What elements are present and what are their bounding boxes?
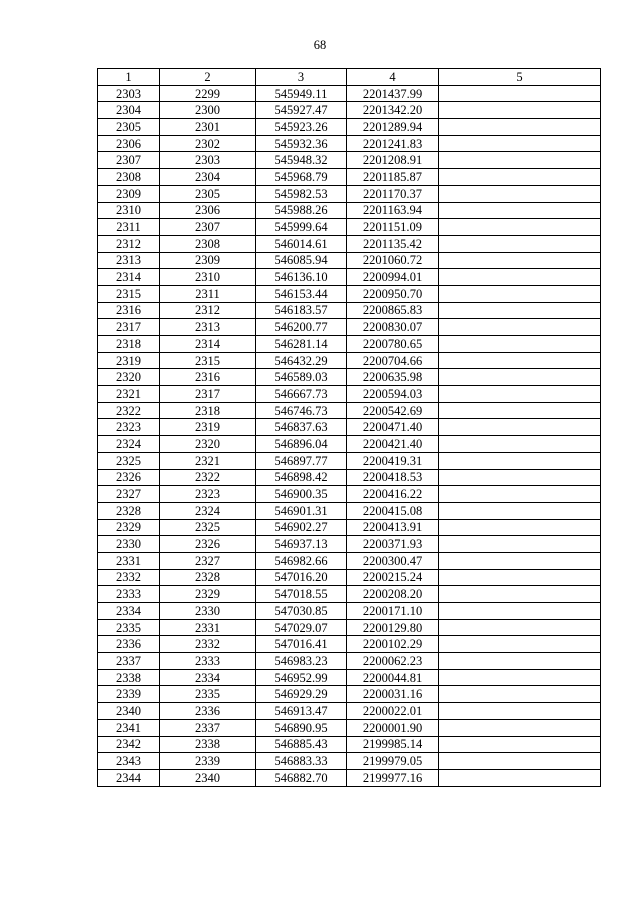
table-cell-col-4: 2200994.01 <box>347 269 439 286</box>
table-cell-col-5 <box>439 703 601 720</box>
table-cell-col-3: 546183.57 <box>256 302 347 319</box>
table-cell-col-3: 546890.95 <box>256 719 347 736</box>
table-cell-col-1: 2314 <box>98 269 160 286</box>
table-cell-col-2: 2307 <box>160 219 256 236</box>
table-cell-col-4: 2200830.07 <box>347 319 439 336</box>
table-row <box>98 252 601 269</box>
table-cell-col-2: 2314 <box>160 336 256 353</box>
table-cell-col-3: 546900.35 <box>256 486 347 503</box>
column-header-2: 2 <box>160 69 256 86</box>
table-cell-col-5 <box>439 235 601 252</box>
table-cell-col-4: 2200371.93 <box>347 536 439 553</box>
table-cell-col-2: 2340 <box>160 769 256 786</box>
table-cell-col-3: 546200.77 <box>256 319 347 336</box>
table-cell-col-4: 2201342.20 <box>347 102 439 119</box>
table-cell-col-2: 2313 <box>160 319 256 336</box>
table-cell-col-1: 2323 <box>98 419 160 436</box>
table-cell-col-1: 2344 <box>98 769 160 786</box>
table-cell-col-5 <box>439 653 601 670</box>
table-cell-col-3: 546014.61 <box>256 235 347 252</box>
table-cell-col-1: 2321 <box>98 386 160 403</box>
table-cell-col-5 <box>439 753 601 770</box>
table-cell-col-5 <box>439 502 601 519</box>
table-row <box>98 636 601 653</box>
table-row <box>98 536 601 553</box>
table-cell-col-1: 2331 <box>98 552 160 569</box>
table-cell-col-3: 546837.63 <box>256 419 347 436</box>
page-number: 68 <box>313 38 327 52</box>
table-cell-col-3: 546982.66 <box>256 552 347 569</box>
table-cell-col-3: 545999.64 <box>256 219 347 236</box>
table-cell-col-1: 2325 <box>98 452 160 469</box>
table-cell-col-3: 546432.29 <box>256 352 347 369</box>
table-cell-col-1: 2343 <box>98 753 160 770</box>
table-cell-col-4: 2200865.83 <box>347 302 439 319</box>
table-cell-col-3: 545982.53 <box>256 185 347 202</box>
table-row <box>98 369 601 386</box>
table-cell-col-5 <box>439 302 601 319</box>
table-cell-col-2: 2322 <box>160 469 256 486</box>
table-cell-col-4: 2200129.80 <box>347 619 439 636</box>
table-row <box>98 603 601 620</box>
table-cell-col-4: 2201241.83 <box>347 135 439 152</box>
table-cell-col-4: 2200022.01 <box>347 703 439 720</box>
table-row <box>98 135 601 152</box>
table-cell-col-4: 2199979.05 <box>347 753 439 770</box>
table-cell-col-3: 547030.85 <box>256 603 347 620</box>
table-cell-col-3: 546589.03 <box>256 369 347 386</box>
table-cell-col-3: 547016.20 <box>256 569 347 586</box>
table-cell-col-3: 546901.31 <box>256 502 347 519</box>
table-cell-col-2: 2306 <box>160 202 256 219</box>
table-cell-col-1: 2341 <box>98 719 160 736</box>
table-cell-col-4: 2200413.91 <box>347 519 439 536</box>
table-cell-col-5 <box>439 486 601 503</box>
table-cell-col-4: 2200950.70 <box>347 285 439 302</box>
table-cell-col-5 <box>439 285 601 302</box>
table-cell-col-3: 545927.47 <box>256 102 347 119</box>
table-cell-col-4: 2200780.65 <box>347 336 439 353</box>
table-cell-col-4: 2200421.40 <box>347 436 439 453</box>
table-cell-col-5 <box>439 336 601 353</box>
table-cell-col-3: 546937.13 <box>256 536 347 553</box>
table-cell-col-4: 2200062.23 <box>347 653 439 670</box>
table-row <box>98 202 601 219</box>
table-cell-col-3: 545948.32 <box>256 152 347 169</box>
table-cell-col-5 <box>439 452 601 469</box>
table-cell-col-1: 2338 <box>98 669 160 686</box>
table-cell-col-3: 546667.73 <box>256 386 347 403</box>
table-cell-col-1: 2310 <box>98 202 160 219</box>
table-cell-col-2: 2303 <box>160 152 256 169</box>
table-row <box>98 719 601 736</box>
column-header-5: 5 <box>439 69 601 86</box>
table-row <box>98 419 601 436</box>
table-cell-col-4: 2200704.66 <box>347 352 439 369</box>
table-row <box>98 569 601 586</box>
table-cell-col-2: 2339 <box>160 753 256 770</box>
table-cell-col-4: 2200415.08 <box>347 502 439 519</box>
table-row <box>98 753 601 770</box>
table-cell-col-5 <box>439 402 601 419</box>
table-row <box>98 736 601 753</box>
table-cell-col-2: 2300 <box>160 102 256 119</box>
table-cell-col-2: 2302 <box>160 135 256 152</box>
table-cell-col-4: 2201151.09 <box>347 219 439 236</box>
table-cell-col-3: 546897.77 <box>256 452 347 469</box>
table-cell-col-4: 2200215.24 <box>347 569 439 586</box>
table-cell-col-1: 2318 <box>98 336 160 353</box>
table-cell-col-2: 2301 <box>160 119 256 136</box>
table-cell-col-2: 2323 <box>160 486 256 503</box>
table-row <box>98 102 601 119</box>
table-cell-col-4: 2200416.22 <box>347 486 439 503</box>
coordinates-table <box>97 68 601 787</box>
table-cell-col-1: 2329 <box>98 519 160 536</box>
table-cell-col-4: 2200044.81 <box>347 669 439 686</box>
table-cell-col-5 <box>439 719 601 736</box>
table-cell-col-2: 2309 <box>160 252 256 269</box>
table-row <box>98 319 601 336</box>
table-cell-col-5 <box>439 169 601 186</box>
table-cell-col-5 <box>439 219 601 236</box>
table-cell-col-3: 546882.70 <box>256 769 347 786</box>
table-cell-col-3: 546885.43 <box>256 736 347 753</box>
table-row <box>98 469 601 486</box>
table-cell-col-2: 2315 <box>160 352 256 369</box>
table-cell-col-5 <box>439 536 601 553</box>
table-row <box>98 436 601 453</box>
table-cell-col-2: 2312 <box>160 302 256 319</box>
column-header-4: 4 <box>347 69 439 86</box>
table-cell-col-5 <box>439 619 601 636</box>
table-row <box>98 402 601 419</box>
table-cell-col-4: 2201135.42 <box>347 235 439 252</box>
table-cell-col-1: 2336 <box>98 636 160 653</box>
table-cell-col-5 <box>439 152 601 169</box>
table-cell-col-1: 2334 <box>98 603 160 620</box>
table-cell-col-4: 2201437.99 <box>347 85 439 102</box>
table-cell-col-3: 546136.10 <box>256 269 347 286</box>
table-row <box>98 219 601 236</box>
table-cell-col-2: 2333 <box>160 653 256 670</box>
table-cell-col-1: 2312 <box>98 235 160 252</box>
table-cell-col-4: 2200471.40 <box>347 419 439 436</box>
table-cell-col-5 <box>439 352 601 369</box>
table-cell-col-3: 546898.42 <box>256 469 347 486</box>
table-cell-col-5 <box>439 85 601 102</box>
table-cell-col-2: 2310 <box>160 269 256 286</box>
column-header-3: 3 <box>256 69 347 86</box>
table-row <box>98 119 601 136</box>
table-cell-col-3: 546153.44 <box>256 285 347 302</box>
table-cell-col-5 <box>439 369 601 386</box>
table-cell-col-2: 2332 <box>160 636 256 653</box>
table-row <box>98 703 601 720</box>
table-cell-col-1: 2317 <box>98 319 160 336</box>
table-row <box>98 285 601 302</box>
table-cell-col-1: 2327 <box>98 486 160 503</box>
table-cell-col-5 <box>439 269 601 286</box>
table-cell-col-2: 2304 <box>160 169 256 186</box>
table-cell-col-1: 2324 <box>98 436 160 453</box>
table-cell-col-5 <box>439 603 601 620</box>
table-cell-col-1: 2332 <box>98 569 160 586</box>
table-cell-col-4: 2200594.03 <box>347 386 439 403</box>
table-cell-col-4: 2200635.98 <box>347 369 439 386</box>
table-body <box>98 85 601 786</box>
table-cell-col-5 <box>439 686 601 703</box>
table-row <box>98 336 601 353</box>
table-cell-col-2: 2330 <box>160 603 256 620</box>
table-cell-col-4: 2200031.16 <box>347 686 439 703</box>
table-cell-col-1: 2342 <box>98 736 160 753</box>
table-cell-col-2: 2299 <box>160 85 256 102</box>
table-row <box>98 269 601 286</box>
table-row <box>98 669 601 686</box>
table-cell-col-4: 2201163.94 <box>347 202 439 219</box>
table-cell-col-1: 2311 <box>98 219 160 236</box>
header-row <box>98 69 601 86</box>
table-cell-col-2: 2308 <box>160 235 256 252</box>
table-cell-col-5 <box>439 519 601 536</box>
table-cell-col-3: 546281.14 <box>256 336 347 353</box>
table-cell-col-5 <box>439 386 601 403</box>
table-cell-col-5 <box>439 202 601 219</box>
table-cell-col-5 <box>439 569 601 586</box>
table-cell-col-1: 2320 <box>98 369 160 386</box>
table-cell-col-1: 2330 <box>98 536 160 553</box>
table-row <box>98 386 601 403</box>
table-cell-col-1: 2339 <box>98 686 160 703</box>
table-cell-col-2: 2318 <box>160 402 256 419</box>
table-cell-col-1: 2309 <box>98 185 160 202</box>
table-cell-col-2: 2317 <box>160 386 256 403</box>
table-cell-col-4: 2200418.53 <box>347 469 439 486</box>
table-cell-col-3: 546929.29 <box>256 686 347 703</box>
table-cell-col-2: 2337 <box>160 719 256 736</box>
table-row <box>98 686 601 703</box>
table-cell-col-2: 2334 <box>160 669 256 686</box>
table-cell-col-3: 545923.26 <box>256 119 347 136</box>
table-cell-col-1: 2304 <box>98 102 160 119</box>
table-cell-col-5 <box>439 469 601 486</box>
table-row <box>98 586 601 603</box>
table-cell-col-3: 546902.27 <box>256 519 347 536</box>
column-header-1: 1 <box>98 69 160 86</box>
table-cell-col-4: 2201185.87 <box>347 169 439 186</box>
table-cell-col-2: 2319 <box>160 419 256 436</box>
table-cell-col-3: 546883.33 <box>256 753 347 770</box>
table-cell-col-5 <box>439 436 601 453</box>
table-row <box>98 152 601 169</box>
table-cell-col-2: 2324 <box>160 502 256 519</box>
table-cell-col-3: 547029.07 <box>256 619 347 636</box>
table-cell-col-4: 2201060.72 <box>347 252 439 269</box>
table-cell-col-2: 2328 <box>160 569 256 586</box>
table-cell-col-1: 2306 <box>98 135 160 152</box>
table-cell-col-5 <box>439 736 601 753</box>
table-cell-col-5 <box>439 319 601 336</box>
table-cell-col-4: 2201208.91 <box>347 152 439 169</box>
table-cell-col-4: 2200542.69 <box>347 402 439 419</box>
table-cell-col-1: 2337 <box>98 653 160 670</box>
table-cell-col-2: 2311 <box>160 285 256 302</box>
table-cell-col-4: 2200001.90 <box>347 719 439 736</box>
table-cell-col-2: 2305 <box>160 185 256 202</box>
table-cell-col-4: 2200171.10 <box>347 603 439 620</box>
table-cell-col-2: 2336 <box>160 703 256 720</box>
table-row <box>98 552 601 569</box>
table-cell-col-2: 2335 <box>160 686 256 703</box>
table-cell-col-3: 546983.23 <box>256 653 347 670</box>
table-cell-col-4: 2200419.31 <box>347 452 439 469</box>
table-cell-col-3: 547016.41 <box>256 636 347 653</box>
table-cell-col-1: 2316 <box>98 302 160 319</box>
table-cell-col-4: 2201289.94 <box>347 119 439 136</box>
table-cell-col-1: 2307 <box>98 152 160 169</box>
table-cell-col-3: 545932.36 <box>256 135 347 152</box>
table-cell-col-3: 546913.47 <box>256 703 347 720</box>
table-row <box>98 653 601 670</box>
table-cell-col-5 <box>439 252 601 269</box>
table-row <box>98 302 601 319</box>
table-cell-col-5 <box>439 669 601 686</box>
table-cell-col-1: 2308 <box>98 169 160 186</box>
table-cell-col-2: 2321 <box>160 452 256 469</box>
table-cell-col-2: 2320 <box>160 436 256 453</box>
table-cell-col-4: 2201170.37 <box>347 185 439 202</box>
table-row <box>98 169 601 186</box>
table-cell-col-5 <box>439 586 601 603</box>
table-cell-col-5 <box>439 769 601 786</box>
table-cell-col-5 <box>439 102 601 119</box>
table-cell-col-5 <box>439 185 601 202</box>
table-cell-col-2: 2327 <box>160 552 256 569</box>
table-cell-col-5 <box>439 135 601 152</box>
table-cell-col-2: 2338 <box>160 736 256 753</box>
table-cell-col-1: 2326 <box>98 469 160 486</box>
table-cell-col-4: 2200102.29 <box>347 636 439 653</box>
table-cell-col-3: 546896.04 <box>256 436 347 453</box>
table-cell-col-2: 2325 <box>160 519 256 536</box>
table-cell-col-4: 2199977.16 <box>347 769 439 786</box>
table-cell-col-1: 2303 <box>98 85 160 102</box>
table-cell-col-1: 2333 <box>98 586 160 603</box>
table-cell-col-2: 2316 <box>160 369 256 386</box>
table-cell-col-1: 2313 <box>98 252 160 269</box>
table-cell-col-1: 2322 <box>98 402 160 419</box>
table-row <box>98 486 601 503</box>
table-cell-col-2: 2331 <box>160 619 256 636</box>
table-cell-col-1: 2319 <box>98 352 160 369</box>
table-row <box>98 452 601 469</box>
table-cell-col-3: 546085.94 <box>256 252 347 269</box>
table-cell-col-3: 545968.79 <box>256 169 347 186</box>
table-row <box>98 352 601 369</box>
table-cell-col-5 <box>439 119 601 136</box>
table-row <box>98 619 601 636</box>
table-cell-col-1: 2328 <box>98 502 160 519</box>
table-row <box>98 85 601 102</box>
table-cell-col-1: 2335 <box>98 619 160 636</box>
table-cell-col-3: 547018.55 <box>256 586 347 603</box>
table-row <box>98 502 601 519</box>
table-row <box>98 519 601 536</box>
table-cell-col-2: 2329 <box>160 586 256 603</box>
table-cell-col-3: 545949.11 <box>256 85 347 102</box>
table-cell-col-3: 545988.26 <box>256 202 347 219</box>
table-row <box>98 185 601 202</box>
table-cell-col-4: 2200300.47 <box>347 552 439 569</box>
table-cell-col-5 <box>439 636 601 653</box>
table-cell-col-3: 546952.99 <box>256 669 347 686</box>
table-header <box>98 69 601 86</box>
table-cell-col-5 <box>439 419 601 436</box>
table-cell-col-4: 2199985.14 <box>347 736 439 753</box>
table-cell-col-4: 2200208.20 <box>347 586 439 603</box>
table-cell-col-2: 2326 <box>160 536 256 553</box>
table-cell-col-1: 2315 <box>98 285 160 302</box>
table-row <box>98 769 601 786</box>
table-cell-col-1: 2340 <box>98 703 160 720</box>
table-cell-col-5 <box>439 552 601 569</box>
table-cell-col-3: 546746.73 <box>256 402 347 419</box>
table-row <box>98 235 601 252</box>
table-cell-col-1: 2305 <box>98 119 160 136</box>
